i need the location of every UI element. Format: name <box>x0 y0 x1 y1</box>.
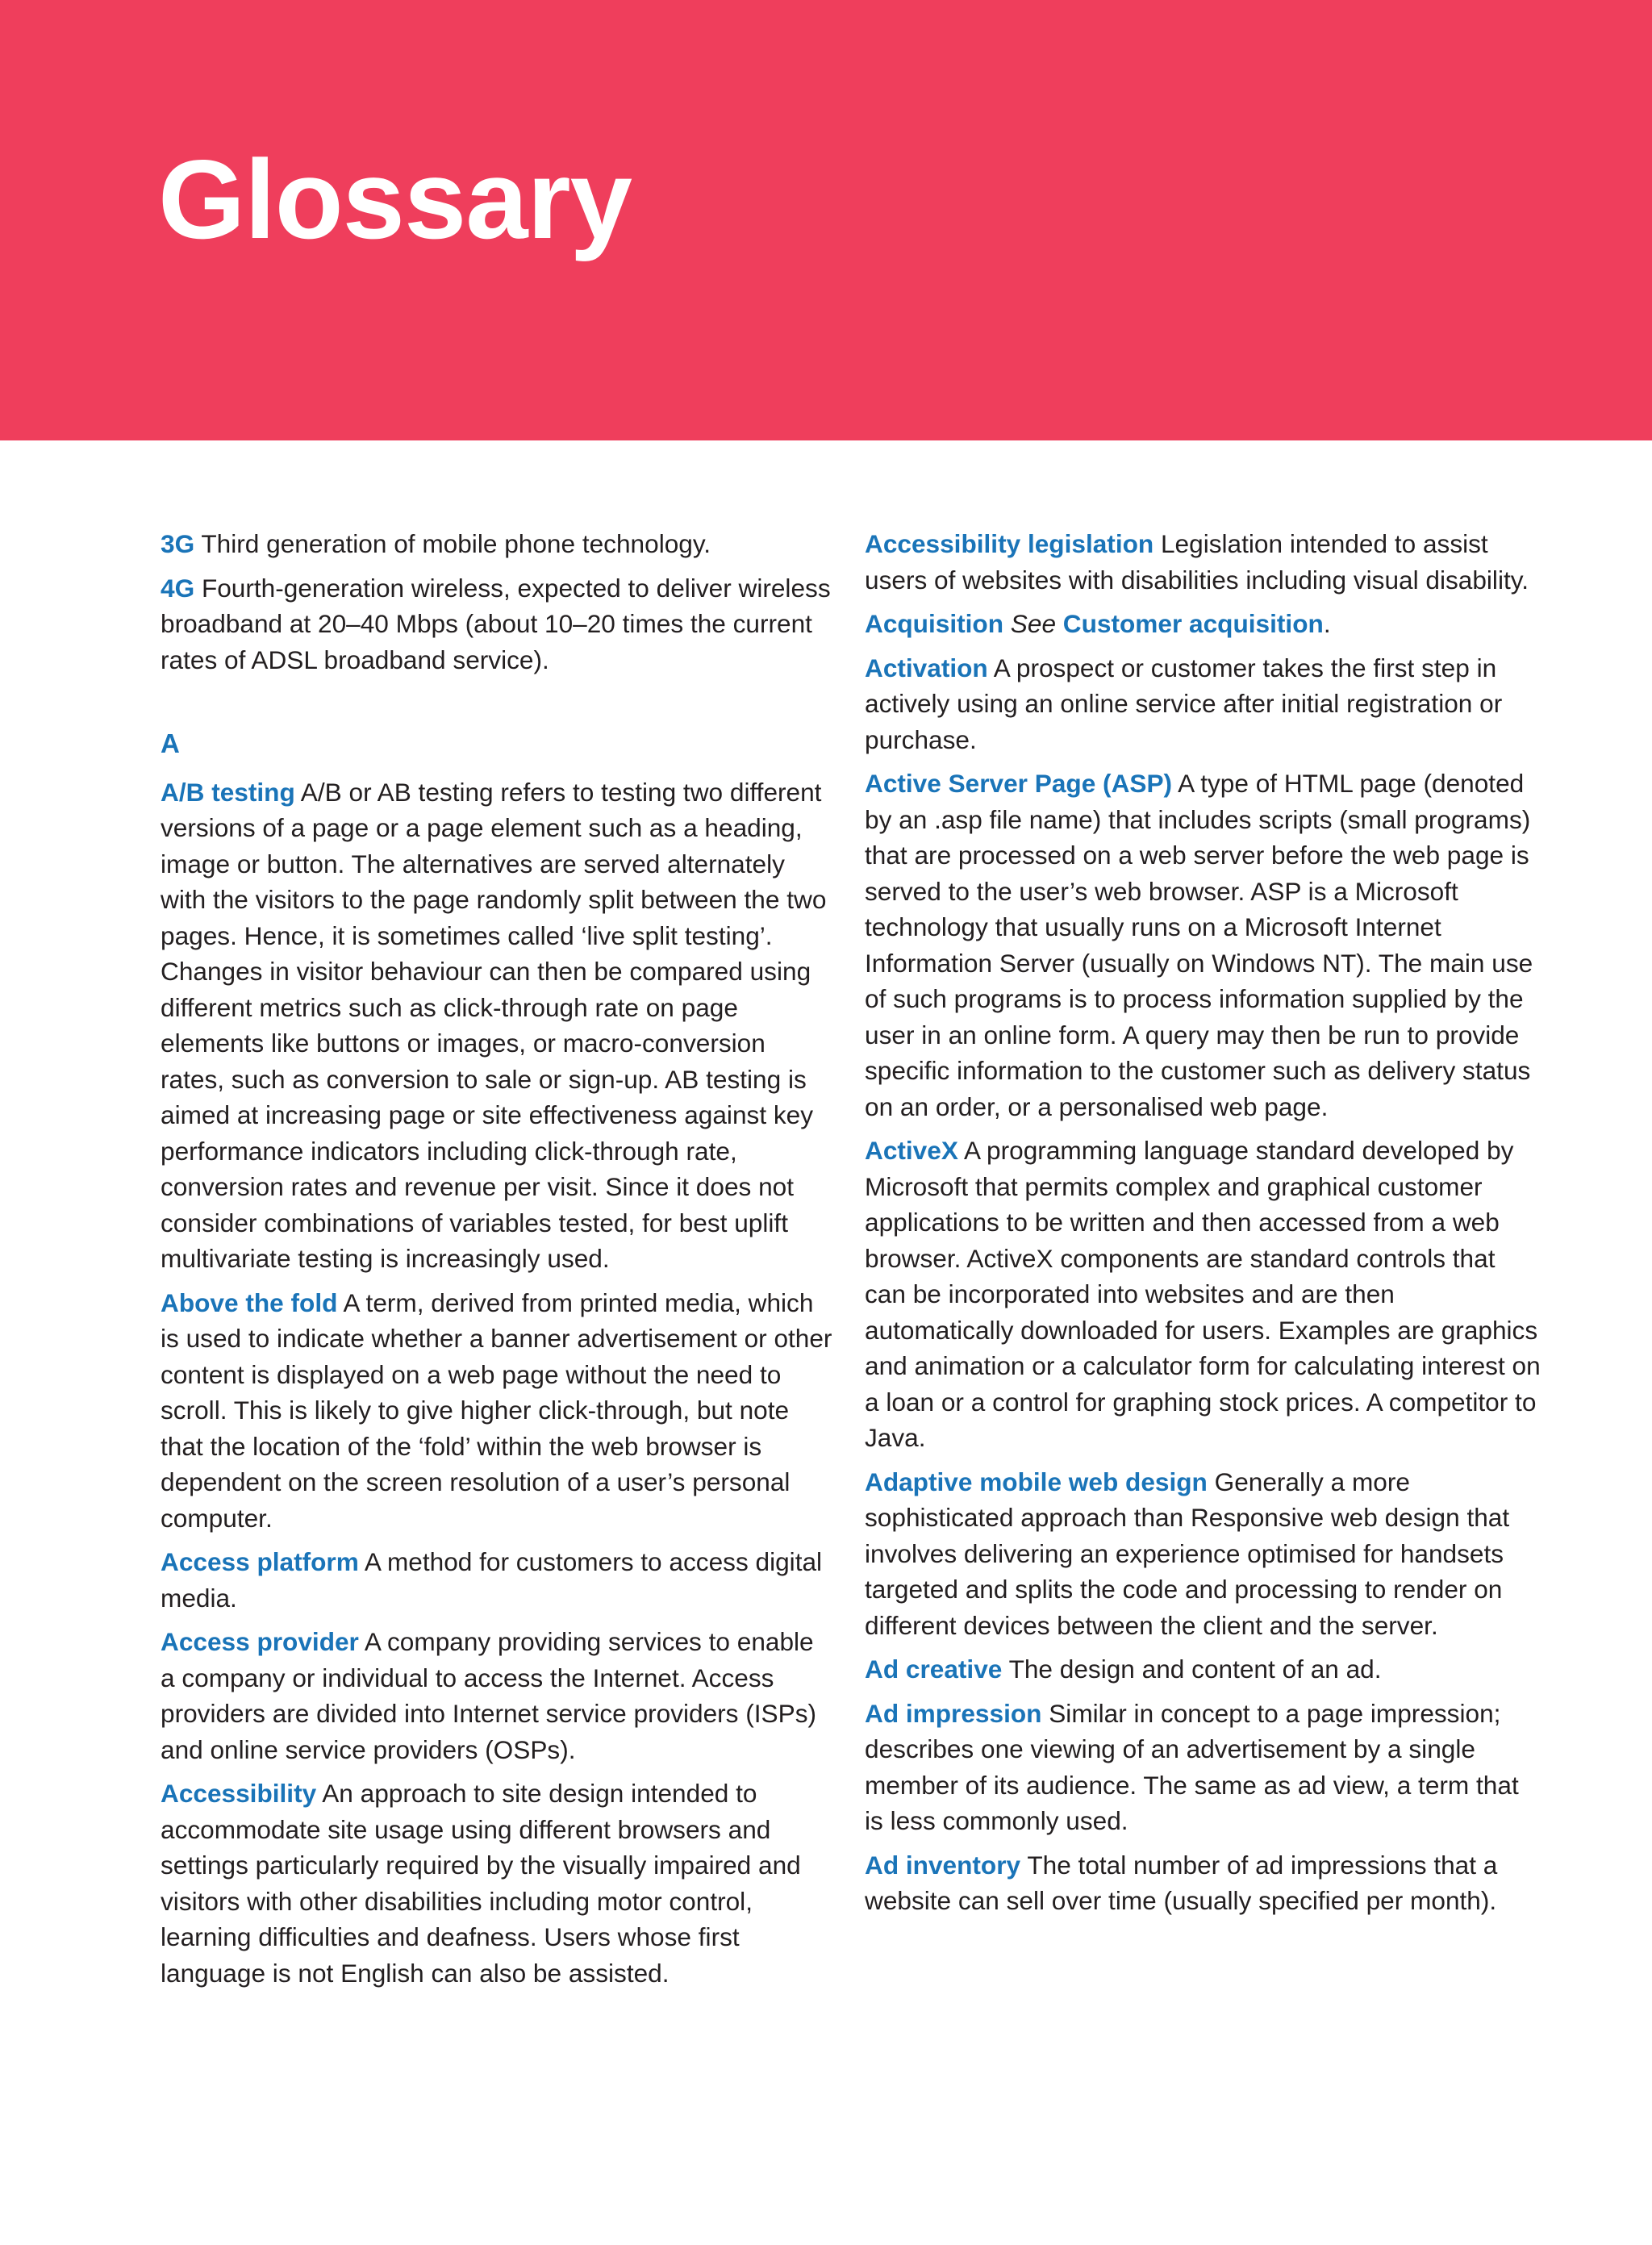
glossary-definition: A company providing services to enable a company or individual to access the Internet. Access providers are divided into Internet service providers (ISPs) and online service providers (OSPs). <box>161 1627 817 1764</box>
glossary-definition: A/B or AB testing refers to testing two different versions of a page or a page element such as a heading, image or button. The alternatives are served alternately with the visitors to the page randomly split between the two pages. Hence, it is sometimes called ‘live split testing’. Changes in visitor behaviour can then be compared using different metrics such as click-through rate on page elements like buttons or images, or macro-conversion rates, such as conversion to sale or sign-up. AB testing is aimed at increasing page or site effectiveness against key performance indicators including click-through rate, conversion rates and revenue per visit. Since it does not consider combinations of variables tested, for best uplift multivariate testing is increasingly used. <box>161 777 827 1273</box>
glossary-term: 3G <box>161 529 195 558</box>
glossary-entry <box>865 606 1542 642</box>
glossary-entry <box>161 1285 834 1537</box>
glossary-term: Acquisition <box>865 609 1004 638</box>
page-title: Glossary <box>158 137 632 262</box>
glossary-term: Ad creative <box>865 1655 1003 1684</box>
glossary-entry <box>161 1776 834 1991</box>
glossary-entry <box>865 526 1542 598</box>
glossary-entry <box>865 1651 1542 1688</box>
glossary-term: Ad impression <box>865 1698 1042 1728</box>
glossary-definition: A prospect or customer takes the first step in actively using an online service after initial registration or purchase. <box>865 653 1503 754</box>
glossary-entry <box>865 1464 1542 1644</box>
glossary-definition: Similar in concept to a page impression; describes one viewing of an advertisement by a single member of its audience. The same as ad view, a term that is less commonly used. <box>865 1698 1519 1835</box>
glossary-definition: Fourth-generation wireless, expected to deliver wireless broadband at 20–40 Mbps (about 10–20 times the current rates of ADSL broadband service). <box>161 573 831 674</box>
glossary-term: Adaptive mobile web design <box>865 1467 1208 1496</box>
glossary-term: 4G <box>161 573 195 603</box>
glossary-entry <box>161 570 834 678</box>
glossary-entry <box>865 1847 1542 1919</box>
glossary-term: Access provider <box>161 1627 359 1656</box>
see-reference-label: See <box>1010 609 1057 638</box>
glossary-term: Above the fold <box>161 1287 338 1317</box>
glossary-term: ActiveX <box>865 1136 958 1165</box>
glossary-entry <box>865 650 1542 758</box>
glossary-definition: Third generation of mobile phone technology. <box>201 529 711 558</box>
glossary-term: Accessibility <box>161 1779 317 1808</box>
glossary-entry <box>161 774 834 1277</box>
glossary-term: Accessibility legislation <box>865 529 1154 558</box>
glossary-term: Access platform <box>161 1547 359 1576</box>
glossary-column-right <box>865 526 1542 1927</box>
glossary-definition: A programming language standard developed by Microsoft that permits complex and graphical customer applications to be written and then accessed from a web browser. ActiveX components are standard controls that can be incorporated into websites and are then automatically downloaded for users. Examples are graphics and animation or a calculator form for calculating interest on a loan or a control for graphing stock prices. A competitor to Java. <box>865 1136 1541 1452</box>
glossary-term: Activation <box>865 653 988 682</box>
entry-trailing-period: . <box>1323 609 1331 638</box>
section-letter-heading: A <box>161 728 180 758</box>
glossary-definition: A term, derived from printed media, which is used to indicate whether a banner advertisement or other content is displayed on a web page without the need to scroll. This is likely to give higher click-through, but note that the location of the ‘fold’ within the web browser is dependent on the screen resolution of a user’s personal computer. <box>161 1287 832 1533</box>
glossary-entry <box>161 1624 834 1767</box>
glossary-term: Ad inventory <box>865 1850 1021 1880</box>
glossary-definition: A type of HTML page (denoted by an .asp file name) that includes scripts (small programs) that are processed on a web server before the web page is served to the user’s web browser. ASP is a Microsoft technology that usually runs on a Microsoft Internet Information Server (usually on Windows NT). The main use of such programs is to process information supplied by the user in an online form. A query may then be run to provide specific information to the customer such as delivery status on an order, or a personalised web page. <box>865 769 1533 1121</box>
glossary-definition: Generally a more sophisticated approach than Responsive web design that involves delivering an experience optimised for handsets targeted and splits the code and processing to render on different devices between the client and the server. <box>865 1467 1510 1640</box>
glossary-entry <box>865 1133 1542 1456</box>
glossary-definition: The design and content of an ad. <box>1008 1655 1382 1684</box>
glossary-term: Active Server Page (ASP) <box>865 769 1173 798</box>
glossary-entry <box>161 1544 834 1616</box>
glossary-entry <box>161 526 834 562</box>
cross-reference-term: Customer acquisition <box>1062 609 1324 638</box>
glossary-definition: The total number of ad impressions that a website can sell over time (usually specified per month). <box>865 1850 1498 1915</box>
glossary-term: A/B testing <box>161 777 295 807</box>
glossary-entry <box>865 766 1542 1125</box>
glossary-definition: A method for customers to access digital media. <box>161 1547 823 1613</box>
glossary-column-left <box>161 526 834 1999</box>
glossary-definition: Legislation intended to assist users of websites with disabilities including visual disability. <box>865 529 1529 595</box>
glossary-entry <box>865 1696 1542 1839</box>
glossary-definition: An approach to site design intended to accommodate site usage using different browsers and settings particularly required by the visually impaired and visitors with other disabilities including motor control, learning difficulties and deafness. Users whose first language is not English can also be assisted. <box>161 1779 801 1988</box>
